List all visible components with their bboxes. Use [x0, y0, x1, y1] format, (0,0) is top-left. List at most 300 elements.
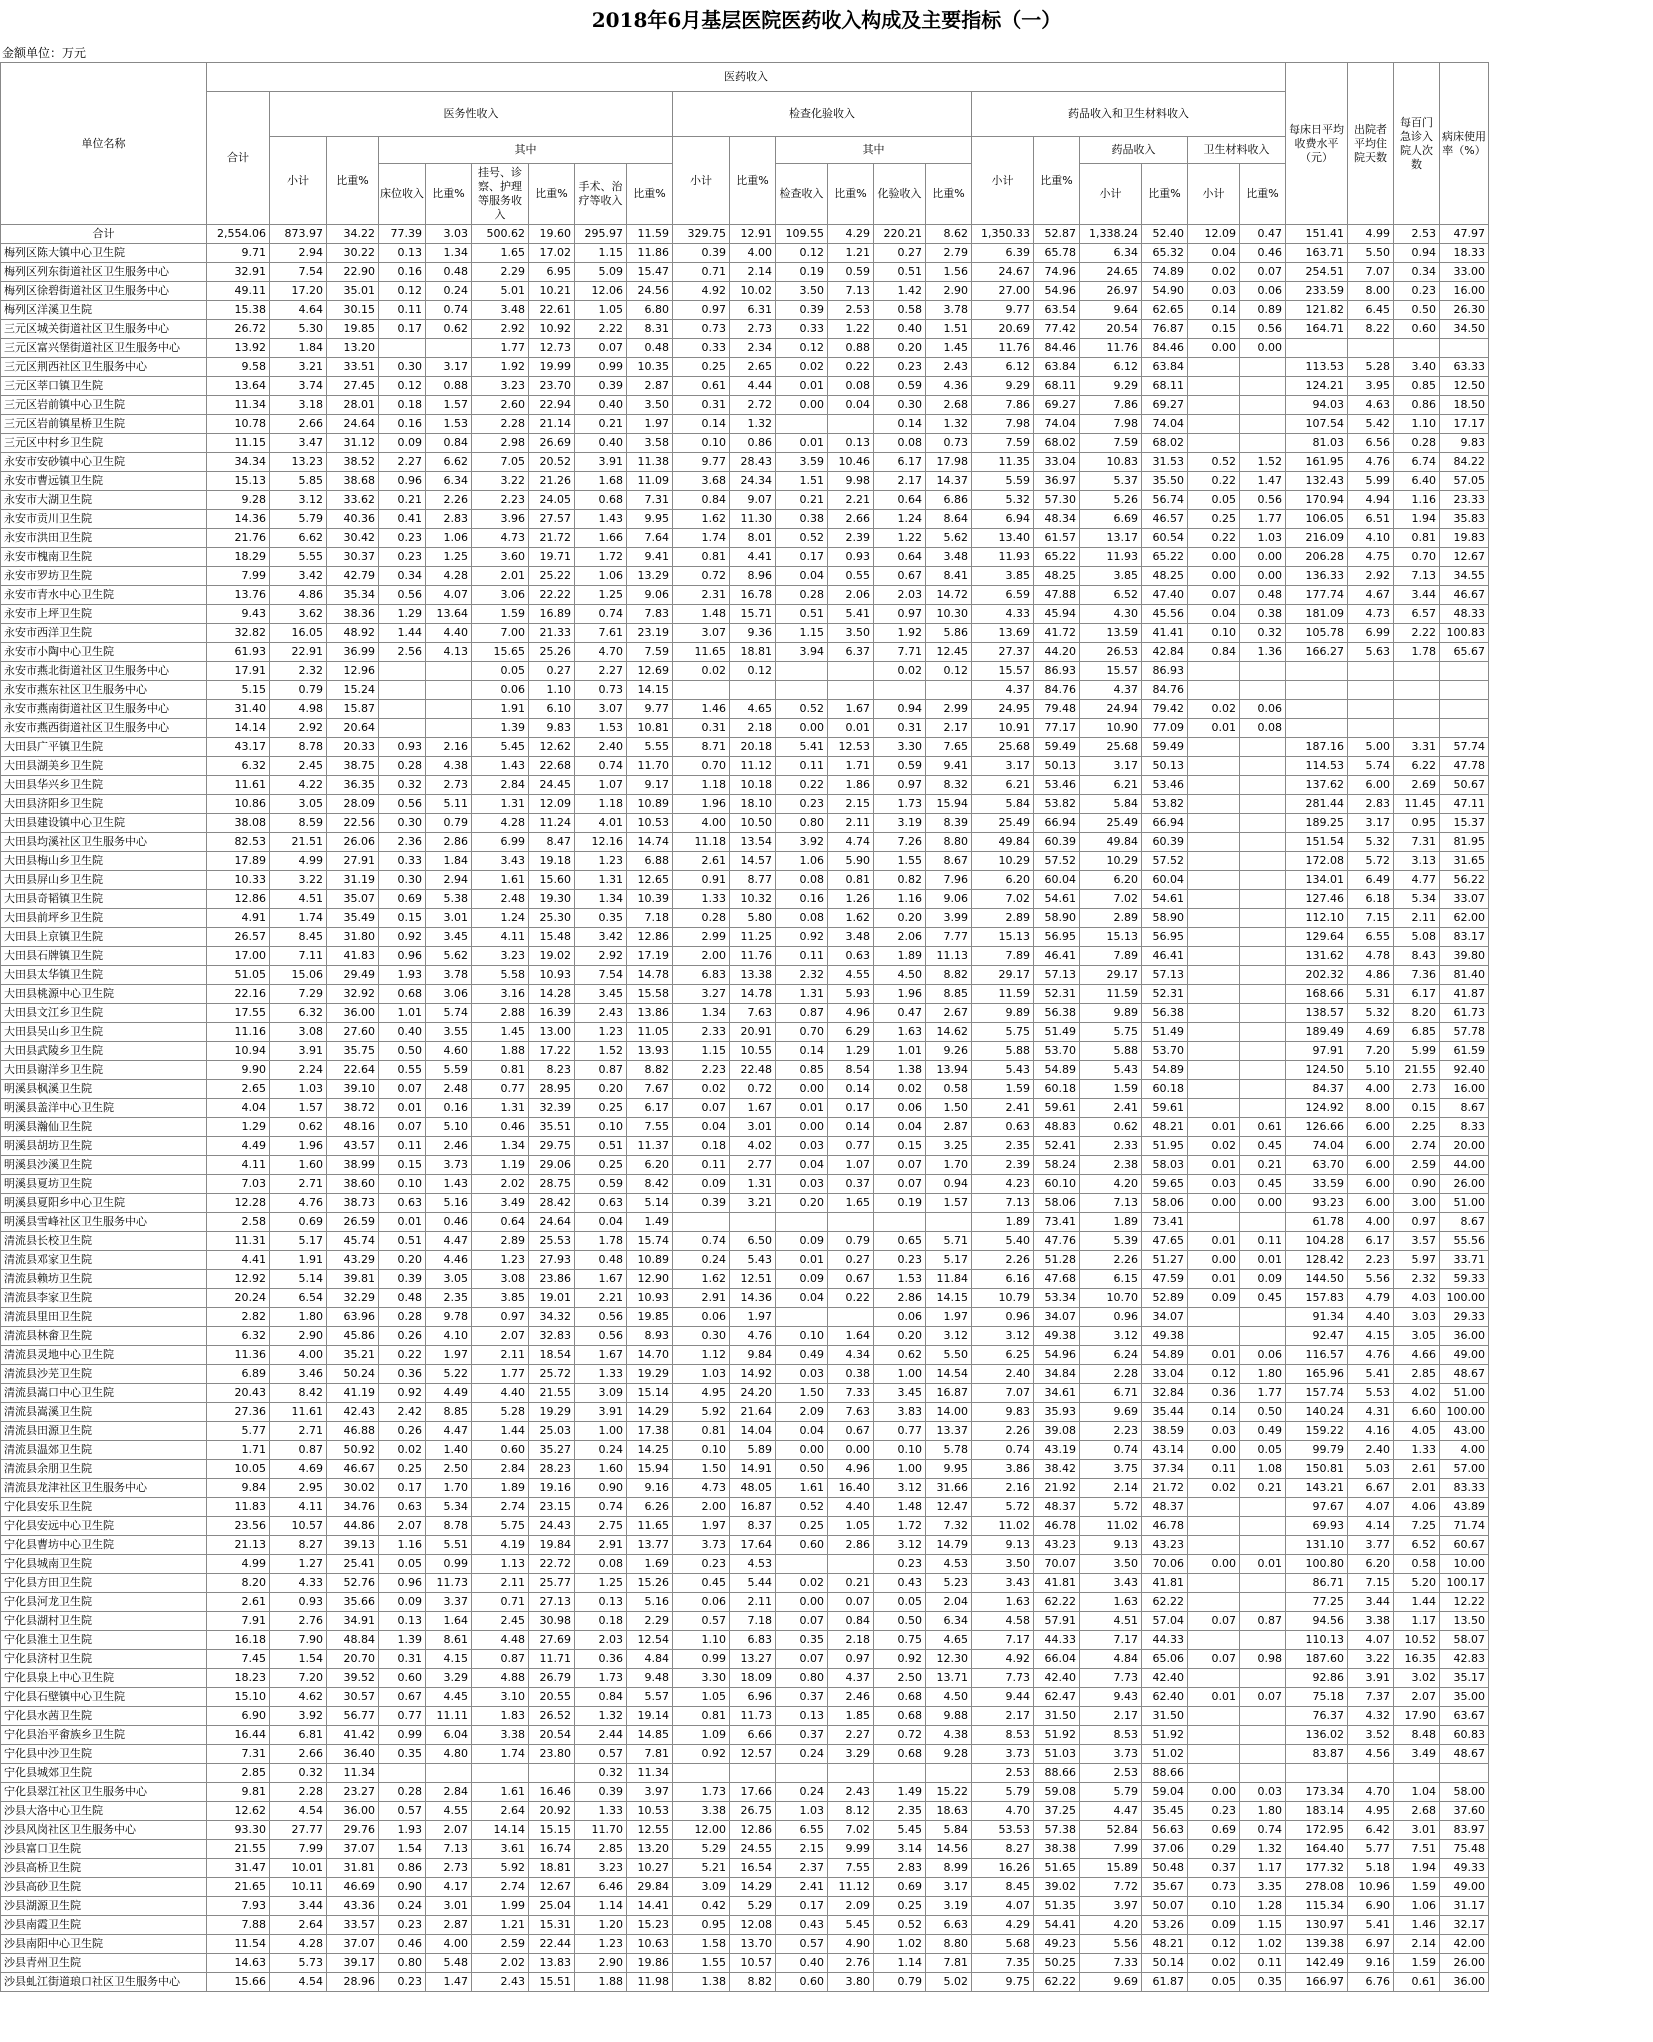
value-cell: 7.63 [828, 1403, 874, 1422]
value-cell: 8.96 [730, 567, 776, 586]
value-cell: 24.45 [529, 776, 575, 795]
value-cell: 3.50 [627, 396, 673, 415]
value-cell: 0.05 [472, 662, 529, 681]
value-cell: 65.22 [1142, 548, 1188, 567]
value-cell: 30.15 [327, 301, 379, 320]
value-cell: 0.04 [776, 567, 828, 586]
value-cell: 57.13 [1142, 966, 1188, 985]
value-cell: 0.22 [828, 358, 874, 377]
value-cell: 4.77 [1394, 871, 1440, 890]
value-cell [426, 662, 472, 681]
value-cell: 34.07 [1142, 1308, 1188, 1327]
value-cell: 0.63 [575, 1194, 627, 1213]
value-cell: 12.86 [730, 1821, 776, 1840]
value-cell: 6.94 [972, 510, 1034, 529]
value-cell: 1.22 [874, 529, 926, 548]
value-cell: 7.13 [1394, 567, 1440, 586]
value-cell [1188, 890, 1240, 909]
value-cell: 1.64 [426, 1612, 472, 1631]
value-cell: 0.59 [828, 263, 874, 282]
unit-name-cell: 清流县赖坊卫生院 [1, 1270, 207, 1289]
value-cell: 0.87 [776, 1004, 828, 1023]
value-cell: 0.00 [776, 396, 828, 415]
table-row [1, 833, 1489, 852]
value-cell: 0.51 [379, 1232, 426, 1251]
value-cell: 22.44 [529, 1935, 575, 1954]
value-cell: 26.00 [1440, 1175, 1489, 1194]
value-cell: 11.38 [627, 453, 673, 472]
table-row [1, 1859, 1489, 1878]
value-cell: 4.07 [1348, 1631, 1394, 1650]
value-cell: 86.93 [1034, 662, 1080, 681]
value-cell: 2.53 [828, 301, 874, 320]
value-cell: 37.07 [327, 1935, 379, 1954]
value-cell: 0.99 [379, 1726, 426, 1745]
value-cell [926, 1213, 972, 1232]
value-cell: 16.87 [730, 1498, 776, 1517]
value-cell: 24.67 [972, 263, 1034, 282]
value-cell: 3.45 [426, 928, 472, 947]
value-cell: 5.31 [1348, 985, 1394, 1004]
value-cell: 9.28 [207, 491, 270, 510]
value-cell: 77.09 [1142, 719, 1188, 738]
value-cell: 3.17 [926, 1878, 972, 1897]
value-cell: 3.97 [627, 1783, 673, 1802]
value-cell: 0.81 [828, 871, 874, 890]
value-cell: 6.12 [1080, 358, 1142, 377]
value-cell: 5.57 [627, 1688, 673, 1707]
value-cell: 4.40 [426, 624, 472, 643]
value-cell: 2.26 [1080, 1251, 1142, 1270]
value-cell: 0.22 [776, 776, 828, 795]
value-cell: 11.65 [673, 643, 730, 662]
value-cell: 3.48 [926, 548, 972, 567]
value-cell: 5.16 [426, 1194, 472, 1213]
value-cell: 9.41 [627, 548, 673, 567]
value-cell: 10.27 [627, 1859, 673, 1878]
value-cell: 1.29 [828, 1042, 874, 1061]
value-cell: 47.76 [1034, 1232, 1080, 1251]
value-cell: 1.67 [828, 700, 874, 719]
value-cell: 4.45 [426, 1688, 472, 1707]
value-cell: 45.56 [1142, 605, 1188, 624]
value-cell: 1.99 [472, 1897, 529, 1916]
value-cell: 9.28 [926, 1745, 972, 1764]
value-cell: 83.33 [1440, 1479, 1489, 1498]
unit-name-cell: 宁化县翠江社区卫生服务中心 [1, 1783, 207, 1802]
value-cell: 3.22 [472, 472, 529, 491]
value-cell: 0.93 [379, 738, 426, 757]
value-cell: 52.40 [1142, 225, 1188, 244]
unit-name-cell: 大田县建设镇中心卫生院 [1, 814, 207, 833]
page-title: 2018年6月基层医院医药收入构成及主要指标（一） [591, 8, 1062, 32]
value-cell: 1.62 [673, 1270, 730, 1289]
value-cell: 63.67 [1440, 1707, 1489, 1726]
value-cell [1240, 415, 1286, 434]
value-cell: 0.20 [379, 1251, 426, 1270]
value-cell: 51.27 [1142, 1251, 1188, 1270]
value-cell: 49.00 [1440, 1346, 1489, 1365]
value-cell: 50.13 [1034, 757, 1080, 776]
value-cell: 0.80 [379, 1954, 426, 1973]
value-cell: 52.84 [1080, 1821, 1142, 1840]
value-cell: 2.09 [776, 1403, 828, 1422]
value-cell: 38.99 [327, 1156, 379, 1175]
value-cell: 3.21 [270, 358, 327, 377]
value-cell: 0.03 [1188, 282, 1240, 301]
value-cell [1240, 1498, 1286, 1517]
value-cell: 1.17 [1240, 1859, 1286, 1878]
value-cell: 3.45 [575, 985, 627, 1004]
value-cell: 4.02 [1394, 1384, 1440, 1403]
value-cell: 33.62 [327, 491, 379, 510]
unit-name-cell: 梅列区徐碧街道社区卫生服务中心 [1, 282, 207, 301]
value-cell [1348, 719, 1394, 738]
value-cell: 0.01 [1188, 719, 1240, 738]
value-cell: 5.43 [730, 1251, 776, 1270]
value-cell: 0.24 [426, 282, 472, 301]
value-cell: 3.35 [1240, 1878, 1286, 1897]
value-cell: 3.73 [426, 1156, 472, 1175]
value-cell [379, 719, 426, 738]
value-cell: 12.86 [207, 890, 270, 909]
value-cell: 23.19 [627, 624, 673, 643]
value-cell: 1.21 [472, 1916, 529, 1935]
value-cell: 22.22 [529, 586, 575, 605]
value-cell [828, 415, 874, 434]
value-cell: 15.22 [926, 1783, 972, 1802]
value-cell: 2.92 [1348, 567, 1394, 586]
value-cell: 5.42 [1348, 415, 1394, 434]
value-cell: 71.74 [1440, 1517, 1489, 1536]
value-cell: 7.90 [270, 1631, 327, 1650]
value-cell: 9.77 [627, 700, 673, 719]
value-cell [1240, 814, 1286, 833]
value-cell: 1.66 [575, 529, 627, 548]
value-cell: 0.05 [874, 1593, 926, 1612]
value-cell: 11.13 [926, 947, 972, 966]
value-cell: 7.81 [926, 1954, 972, 1973]
value-cell: 51.00 [1440, 1384, 1489, 1403]
value-cell: 7.54 [270, 263, 327, 282]
value-cell: 28.95 [529, 1080, 575, 1099]
value-cell: 0.28 [379, 1783, 426, 1802]
value-cell: 0.07 [1188, 586, 1240, 605]
value-cell: 0.23 [874, 1251, 926, 1270]
value-cell: 0.00 [1240, 339, 1286, 358]
value-cell: 9.16 [1348, 1954, 1394, 1973]
value-cell: 0.77 [472, 1080, 529, 1099]
value-cell: 2.02 [472, 1954, 529, 1973]
value-cell: 0.04 [776, 1289, 828, 1308]
value-cell: 0.23 [379, 548, 426, 567]
value-cell: 0.26 [379, 1422, 426, 1441]
value-cell: 3.80 [828, 1973, 874, 1992]
value-cell: 0.01 [1240, 1555, 1286, 1574]
table-row [1, 1422, 1489, 1441]
table-row [1, 1669, 1489, 1688]
value-cell: 0.71 [673, 263, 730, 282]
value-cell: 0.11 [673, 1156, 730, 1175]
value-cell: 0.39 [673, 1194, 730, 1213]
value-cell: 13.54 [730, 833, 776, 852]
value-cell: 35.83 [1440, 510, 1489, 529]
value-cell: 26.00 [1440, 1954, 1489, 1973]
value-cell: 2.23 [1080, 1422, 1142, 1441]
value-cell: 86.93 [1142, 662, 1188, 681]
value-cell: 8.48 [1394, 1726, 1440, 1745]
value-cell [529, 1764, 575, 1783]
value-cell: 0.63 [379, 1194, 426, 1213]
header-service-ratio: 比重% [327, 137, 379, 225]
value-cell: 10.63 [627, 1935, 673, 1954]
value-cell: 25.26 [529, 643, 575, 662]
value-cell: 0.64 [874, 491, 926, 510]
value-cell: 17.89 [207, 852, 270, 871]
value-cell: 0.93 [270, 1593, 327, 1612]
value-cell [379, 662, 426, 681]
value-cell: 8.37 [730, 1517, 776, 1536]
value-cell: 83.17 [1440, 928, 1489, 947]
value-cell: 100.00 [1440, 1403, 1489, 1422]
value-cell: 1.61 [472, 1783, 529, 1802]
table-row [1, 1745, 1489, 1764]
value-cell: 0.84 [1188, 643, 1240, 662]
value-cell: 6.17 [1394, 985, 1440, 1004]
value-cell: 0.01 [776, 434, 828, 453]
value-cell: 2.11 [472, 1574, 529, 1593]
value-cell: 7.99 [207, 567, 270, 586]
table-row [1, 624, 1489, 643]
value-cell: 3.92 [270, 1707, 327, 1726]
value-cell: 4.00 [730, 244, 776, 263]
value-cell: 0.81 [673, 1422, 730, 1441]
value-cell: 0.74 [575, 757, 627, 776]
value-cell: 0.08 [828, 377, 874, 396]
value-cell: 0.07 [1240, 263, 1286, 282]
value-cell: 0.81 [1394, 529, 1440, 548]
value-cell: 32.91 [207, 263, 270, 282]
value-cell: 14.78 [627, 966, 673, 985]
value-cell: 8.32 [926, 776, 972, 795]
value-cell: 2.82 [207, 1308, 270, 1327]
value-cell: 42.00 [1440, 1935, 1489, 1954]
value-cell: 6.12 [972, 358, 1034, 377]
value-cell: 25.68 [972, 738, 1034, 757]
value-cell: 1.39 [379, 1631, 426, 1650]
unit-name-cell: 大田县屏山乡卫生院 [1, 871, 207, 890]
value-cell: 1.08 [1240, 1460, 1286, 1479]
value-cell: 8.12 [828, 1802, 874, 1821]
value-cell: 0.33 [673, 339, 730, 358]
value-cell: 0.74 [575, 1498, 627, 1517]
unit-name-cell: 大田县太华镇卫生院 [1, 966, 207, 985]
value-cell: 0.22 [1188, 529, 1240, 548]
value-cell: 19.60 [529, 225, 575, 244]
value-cell: 10.94 [207, 1042, 270, 1061]
value-cell: 3.96 [472, 510, 529, 529]
value-cell: 9.84 [730, 1346, 776, 1365]
value-cell: 32.29 [327, 1289, 379, 1308]
value-cell [673, 1213, 730, 1232]
value-cell: 11.30 [730, 510, 776, 529]
value-cell [1240, 1669, 1286, 1688]
value-cell: 12.67 [1440, 548, 1489, 567]
value-cell: 0.06 [874, 1308, 926, 1327]
value-cell: 11.37 [627, 1137, 673, 1156]
value-cell: 0.79 [874, 1973, 926, 1992]
value-cell: 6.67 [1348, 1479, 1394, 1498]
value-cell: 30.42 [327, 529, 379, 548]
value-cell: 1.49 [874, 1783, 926, 1802]
value-cell: 0.35 [776, 1631, 828, 1650]
table-row [1, 301, 1489, 320]
unit-name-cell: 清流县林畲卫生院 [1, 1327, 207, 1346]
value-cell: 2.46 [426, 1137, 472, 1156]
value-cell: 0.01 [1188, 1346, 1240, 1365]
value-cell: 0.02 [874, 662, 926, 681]
value-cell: 2.43 [828, 1783, 874, 1802]
value-cell [1188, 928, 1240, 947]
value-cell: 1.62 [828, 909, 874, 928]
value-cell: 0.02 [1188, 263, 1240, 282]
value-cell: 0.26 [379, 1327, 426, 1346]
value-cell: 23.27 [327, 1783, 379, 1802]
header-drug-ratio: 比重% [1034, 137, 1080, 225]
value-cell: 0.08 [776, 871, 828, 890]
value-cell: 2.01 [472, 567, 529, 586]
value-cell: 25.22 [529, 567, 575, 586]
value-cell: 63.84 [1034, 358, 1080, 377]
value-cell: 2.26 [972, 1251, 1034, 1270]
value-cell: 2.14 [1394, 1935, 1440, 1954]
value-cell: 5.89 [730, 1441, 776, 1460]
value-cell: 1.85 [828, 1707, 874, 1726]
value-cell [1188, 757, 1240, 776]
unit-name-cell: 三元区岩前镇星桥卫生院 [1, 415, 207, 434]
value-cell: 0.00 [1188, 548, 1240, 567]
value-cell: 4.96 [828, 1004, 874, 1023]
value-cell: 6.99 [1348, 624, 1394, 643]
value-cell: 0.05 [1188, 491, 1240, 510]
value-cell: 0.07 [379, 1080, 426, 1099]
value-cell: 10.01 [270, 1859, 327, 1878]
value-cell: 6.00 [1348, 1156, 1394, 1175]
value-cell: 3.44 [270, 1897, 327, 1916]
value-cell: 7.31 [1394, 833, 1440, 852]
value-cell: 4.11 [472, 928, 529, 947]
value-cell [1440, 719, 1489, 738]
value-cell: 0.31 [874, 719, 926, 738]
value-cell: 19.29 [529, 1403, 575, 1422]
value-cell: 113.53 [1286, 358, 1348, 377]
value-cell: 3.27 [673, 985, 730, 1004]
value-cell: 0.00 [776, 1080, 828, 1099]
value-cell: 6.57 [1394, 605, 1440, 624]
value-cell: 202.32 [1286, 966, 1348, 985]
value-cell: 8.20 [207, 1574, 270, 1593]
value-cell: 2.32 [270, 662, 327, 681]
value-cell [1440, 700, 1489, 719]
unit-name-cell: 三元区城关街道社区卫生服务中心 [1, 320, 207, 339]
value-cell: 5.62 [926, 529, 972, 548]
value-cell: 0.77 [379, 1707, 426, 1726]
unit-name-cell: 大田县文江乡卫生院 [1, 1004, 207, 1023]
unit-name-cell: 永安市大湖卫生院 [1, 491, 207, 510]
value-cell: 11.36 [207, 1346, 270, 1365]
unit-name-cell: 永安市小陶中心卫生院 [1, 643, 207, 662]
table-row [1, 1707, 1489, 1726]
value-cell [828, 1308, 874, 1327]
value-cell: 3.94 [776, 643, 828, 662]
value-cell: 2.73 [426, 776, 472, 795]
value-cell: 8.27 [972, 1840, 1034, 1859]
value-cell: 11.12 [730, 757, 776, 776]
value-cell: 41.83 [327, 947, 379, 966]
value-cell: 2.73 [1394, 1080, 1440, 1099]
value-cell: 10.35 [627, 358, 673, 377]
value-cell: 0.35 [1240, 1973, 1286, 1992]
unit-name-cell: 清流县嵩口中心卫生院 [1, 1384, 207, 1403]
value-cell: 11.34 [207, 396, 270, 415]
value-cell: 51.92 [1142, 1726, 1188, 1745]
value-cell [1188, 1669, 1240, 1688]
value-cell: 4.00 [1348, 1213, 1394, 1232]
value-cell [1188, 1745, 1240, 1764]
unit-name-cell: 永安市贡川卫生院 [1, 510, 207, 529]
value-cell: 0.02 [673, 1080, 730, 1099]
value-cell: 1.01 [379, 1004, 426, 1023]
value-cell: 5.72 [1080, 1498, 1142, 1517]
value-cell: 11.73 [730, 1707, 776, 1726]
unit-name-cell: 清流县龙津社区卫生服务中心 [1, 1479, 207, 1498]
value-cell: 49.38 [1142, 1327, 1188, 1346]
value-cell [1348, 662, 1394, 681]
value-cell: 8.47 [529, 833, 575, 852]
value-cell: 0.21 [379, 491, 426, 510]
unit-name-cell: 清流县李家卫生院 [1, 1289, 207, 1308]
value-cell: 11.70 [627, 757, 673, 776]
value-cell: 0.27 [828, 1251, 874, 1270]
value-cell: 4.69 [270, 1460, 327, 1479]
value-cell: 31.53 [1142, 453, 1188, 472]
table-row [1, 1555, 1489, 1574]
value-cell: 4.49 [207, 1137, 270, 1156]
value-cell: 1.40 [426, 1441, 472, 1460]
table-row [1, 1593, 1489, 1612]
value-cell: 50.24 [327, 1365, 379, 1384]
value-cell: 0.03 [1240, 1783, 1286, 1802]
header-bed-ratio: 比重% [426, 164, 472, 225]
value-cell: 4.47 [426, 1232, 472, 1251]
value-cell: 21.72 [529, 529, 575, 548]
value-cell: 3.25 [926, 1137, 972, 1156]
value-cell: 2.50 [874, 1669, 926, 1688]
value-cell: 1.72 [575, 548, 627, 567]
value-cell: 4.28 [472, 814, 529, 833]
value-cell: 4.95 [673, 1384, 730, 1403]
value-cell: 15.89 [1080, 1859, 1142, 1878]
value-cell: 57.30 [1034, 491, 1080, 510]
value-cell: 3.40 [1394, 358, 1440, 377]
value-cell: 7.25 [1394, 1517, 1440, 1536]
value-cell: 0.75 [874, 1631, 926, 1650]
value-cell: 28.42 [529, 1194, 575, 1213]
value-cell: 14.74 [627, 833, 673, 852]
value-cell: 24.64 [327, 415, 379, 434]
value-cell: 15.13 [207, 472, 270, 491]
table-row [1, 1327, 1489, 1346]
